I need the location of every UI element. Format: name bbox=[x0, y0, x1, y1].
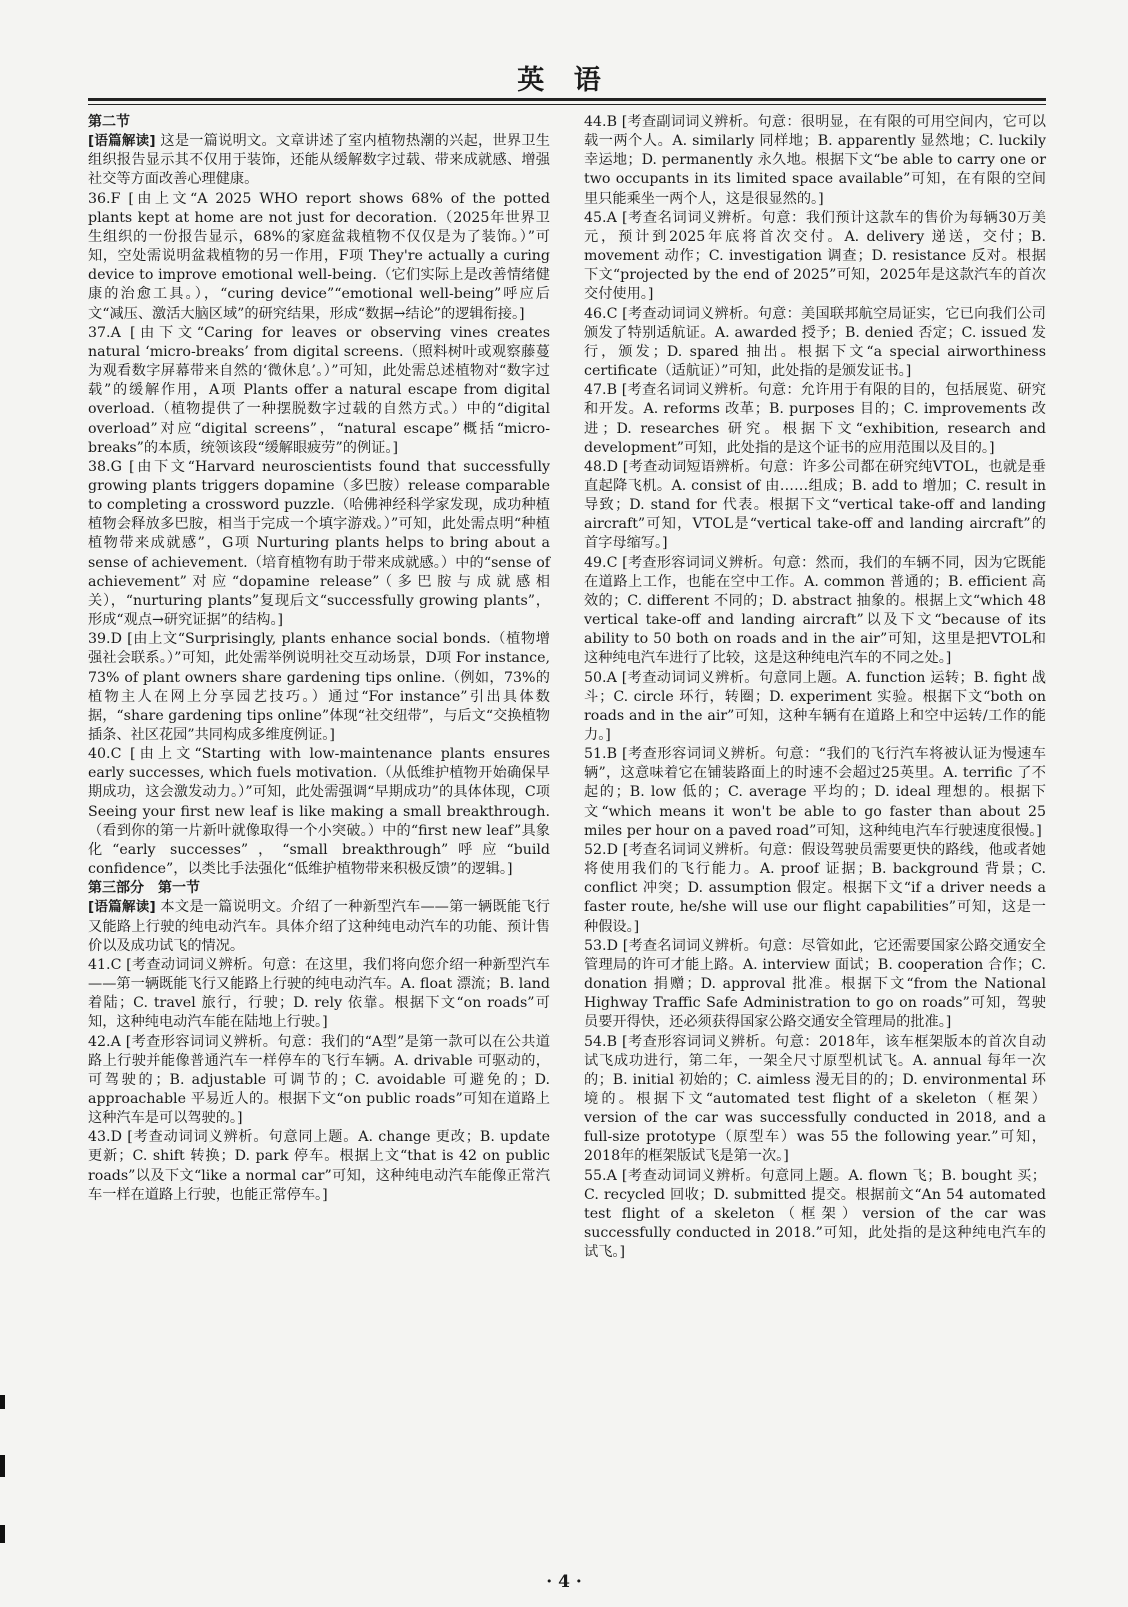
header-rule-thin bbox=[88, 104, 1046, 105]
answer-item bbox=[88, 324, 550, 458]
answer-item bbox=[584, 113, 1046, 209]
item-number: 45.A bbox=[584, 209, 617, 226]
answer-item bbox=[88, 745, 550, 879]
item-number: 48.D bbox=[584, 458, 618, 475]
item-number: 50.A bbox=[584, 669, 617, 686]
item-number: 42.A bbox=[88, 1033, 121, 1050]
section-heading: 第二节 bbox=[88, 114, 130, 130]
header-rule bbox=[88, 98, 1046, 101]
item-number: 52.D bbox=[584, 841, 618, 858]
scan-edge-mark bbox=[0, 1395, 5, 1409]
item-number: 55.A bbox=[584, 1167, 617, 1184]
answer-item bbox=[88, 458, 550, 630]
item-text: [考查名词词义辨析。句意：假设驾驶员需要更快的路线，他或者她将使用我们的飞行能力。A. proof 证据；B. background 背景；C. conflict 冲突；D. assumption 假定。根据下文“if a driver needs a faster route, he/she will use our flight capabilities”可知，这是一种假设。] bbox=[584, 841, 1046, 935]
item-text: [考查形容词词义辨析。句意：“我们的飞行汽车将被认证为慢速车辆”，这意味着它在铺装路面上的时速不会超过25英里。A. terrific 了不起的；B. low 低的；C. average 平均的；D. ideal 理想的。根据下文“which means it won't be able to go faster than about 25 miles per hour on a paved road”可知，这种纯电汽车行驶速度很慢。] bbox=[584, 746, 1046, 839]
item-number: 41.C bbox=[88, 956, 122, 973]
item-text: [考查形容词词义辨析。句意：然而，我们的车辆不同，因为它既能在道路上工作，也能在空中工作。A. common 普通的；B. efficient 高效的；C. different 不同的；D. abstract 抽象的。根据上文“which 48 vertical take-off and landing aircraft”以及下文“because of its ability to 50 both on roads and in the air”可知，这里是把VTOL和这种纯电汽车进行了比较，这是这种纯电汽车的不同之处。] bbox=[584, 554, 1046, 667]
item-text: [由上文“Starting with low-maintenance plants ensures early successes, which fuels motivation.（从低维护植物开始确保早期成功，这会激发动力。）”可知，此处需强调“早期成功”的具体体现，C项 Seeing your first new leaf is like making a small breakthrough.（看到你的第一片新叶就像取得一个小突破。）中的“first new leaf”具象化“early successes”，“small breakthrough”呼应“build confidence”，以类比手法强化“低维护植物带来积极反馈”的逻辑。] bbox=[88, 746, 550, 878]
item-number: 53.D bbox=[584, 937, 618, 954]
scan-edge-mark bbox=[0, 1525, 5, 1543]
item-number: 54.B bbox=[584, 1033, 617, 1050]
intro-text: 这是一篇说明文。文章讲述了室内植物热潮的兴起，世界卫生组织报告显示其不仅用于装饰，还能从缓解数字过载、带来成就感、增强社交等方面改善心理健康。 bbox=[88, 133, 550, 188]
item-text: [由下文“Harvard neuroscientists found that successfully growing plants triggers dopamine（多巴胺）release comparable to completing a crossword puzzle.（哈佛神经科学家发现，成功种植植物会释放多巴胺，相当于完成一个填字游戏。）”可知，此处需点明“种植植物带来成就感”，G项 Nurturing plants helps to bring about a sense of achievement.（培育植物有助于带来成就感。）中的“sense of achievement”对应“dopamine release”（多巴胺与成就感相关），“nurturing plants”复现后文“successfully growing plants”，形成“观点→研究证据”的结构。] bbox=[88, 458, 551, 629]
item-number: 43.D bbox=[88, 1129, 122, 1146]
item-number: 39.D bbox=[88, 631, 122, 648]
answer-item bbox=[88, 630, 550, 745]
answer-item bbox=[584, 381, 1046, 458]
item-text: [考查动词词义辨析。句意：美国联邦航空局证实，它已向我们公司颁发了特别适航证。A. awarded 授予；B. denied 否定；C. issued 发行，颁发；D. spared 抽出。根据下文“a special airworthiness certificate（适航证）”可知，此处指的是颁发证书。] bbox=[584, 305, 1046, 380]
item-text: [由上文“Surprisingly, plants enhance social bonds.（植物增强社会联系。）”可知，此处需举例说明社交互动场景，D项 For instance, 73% of plant owners share gardening tips online.（例如，73%的植物主人在网上分享园艺技巧。）通过“For instance”引出具体数据，“share gardening tips online”体现“社交纽带”，与后文“交换植物插条、社区花园”共同构成多维度例证。] bbox=[88, 631, 550, 743]
intro-tag: [语篇解读] bbox=[88, 133, 156, 150]
left-column bbox=[88, 113, 550, 1205]
answer-item bbox=[584, 937, 1046, 1033]
page-title: 英 语 bbox=[517, 65, 611, 96]
answer-item bbox=[584, 841, 1046, 937]
item-text: [考查动词词义辨析。句意：在这里，我们将向您介绍一种新型汽车——第一辆既能飞行又能路上行驶的纯电动汽车。A. float 漂流；B. land 着陆；C. travel 旅行，行驶；D. rely 依靠。根据下文“on roads”可知，这种纯电动汽车能在陆地上行驶。] bbox=[88, 956, 550, 1031]
item-text: [考查动词词义辨析。句意同上题。A. change 更改；B. update 更新；C. shift 转换；D. park 停车。根据上文“that is 42 on public roads”以及下文“like a normal car”可知，这种纯电动汽车能像正常汽车一样在道路上行驶，也能正常停车。] bbox=[88, 1129, 550, 1203]
passage-intro bbox=[88, 898, 550, 955]
item-text: [考查形容词词义辨析。句意：我们的“A型”是第一款可以在公共道路上行驶并能像普通汽车一样停车的飞行车辆。A. drivable 可驱动的，可驾驶的；B. adjustable 可调节的；C. avoidable 可避免的；D. approachable 平易近人的。根据下文“on public roads”可知在道路上这种汽车是可以驾驶的。] bbox=[88, 1033, 550, 1127]
item-number: 51.B bbox=[584, 746, 617, 763]
answer-item bbox=[584, 209, 1046, 305]
passage-intro bbox=[88, 132, 550, 189]
item-number: 40.C bbox=[88, 746, 122, 763]
answer-item bbox=[88, 956, 550, 1033]
item-number: 46.C bbox=[584, 305, 618, 322]
item-number: 49.C bbox=[584, 554, 618, 571]
item-text: [考查名词词义辨析。句意：我们预计这款车的售价为每辆30万美元，预计到2025年底将首次交付。A. delivery 递送，交付；B. movement 动作；C. investigation 调查；D. resistance 反对。根据下文“projected by the end of 2025”可知，2025年是这款汽车的首次交付使用。] bbox=[584, 209, 1047, 303]
item-number: 38.G bbox=[88, 458, 122, 475]
item-text: [由上文“A 2025 WHO report shows 68% of the potted plants kept at home are not just for decoration.（2025年世界卫生组织的一份报告显示，68%的家庭盆栽植物不仅仅是为了装饰。）”可知，空处需说明盆栽植物的另一作用，F项 They're actually a curing device to improve emotional well-being.（它们实际上是改善情绪健康的治愈工具。），“curing device”“emotional well-being”呼应后文“减压、激活大脑区域”的研究结果，形成“数据→结论”的逻辑衔接。] bbox=[88, 190, 551, 322]
item-text: [考查名词词义辨析。句意：允许用于有限的目的，包括展览、研究和开发。A. reforms 改革；B. purposes 目的；C. improvements 改进；D. researches 研究。根据下文“exhibition, research and development”可知，此处指的是这个证书的应用范围以及目的。] bbox=[584, 382, 1046, 456]
answer-item bbox=[584, 1033, 1046, 1167]
answer-item bbox=[584, 1167, 1046, 1263]
intro-text: 本文是一篇说明文。介绍了一种新型汽车——第一辆既能飞行又能路上行驶的纯电动汽车。具体介绍了这种纯电动汽车的功能、预计售价以及成功试飞的情况。 bbox=[88, 899, 550, 954]
answer-item bbox=[88, 1128, 550, 1205]
intro-tag: [语篇解读] bbox=[88, 899, 156, 916]
answer-item bbox=[584, 305, 1046, 382]
answer-item bbox=[584, 669, 1046, 746]
item-text: [考查动词短语辨析。句意：许多公司都在研究纯VTOL，也就是垂直起降飞机。A. consist of 由……组成；B. add to 增加；C. result in 导致；D. stand for 代表。根据下文“vertical take-off and landing aircraft”可知，VTOL是“vertical take-off and landing aircraft”的首字母缩写。] bbox=[584, 458, 1046, 552]
scan-edge-mark bbox=[0, 1455, 5, 1477]
item-number: 36.F bbox=[88, 190, 121, 207]
item-text: [考查名词词义辨析。句意：尽管如此，它还需要国家公路交通安全管理局的许可才能上路。A. interview 面试；B. cooperation 合作；C. donation 捐赠；D. approval 批准。根据下文“from the National Highway Traffic Safe Administration to go on roads”可知，驾驶员要开得快，还必须获得国家公路交通安全管理局的批准。] bbox=[584, 937, 1046, 1031]
answer-item bbox=[88, 190, 550, 324]
page-number: · 4 · bbox=[546, 1572, 582, 1592]
answer-item bbox=[584, 745, 1046, 841]
item-text: [由下文“Caring for leaves or observing vines creates natural ‘micro-breaks’ from digital screens.（照料树叶或观察藤蔓为观看数字屏幕带来自然的‘微休息’。）”可知，此处需总述植物对“数字过载”的缓解作用，A项 Plants offer a natural escape from digital overload.（植物提供了一种摆脱数字过载的自然方式。）中的“digital overload”对应“digital screens”，“natural escape”概括“micro-breaks”的本质，统领该段“缓解眼疲劳”的例证。] bbox=[88, 324, 550, 456]
answer-item bbox=[584, 554, 1046, 669]
item-text: [考查形容词词义辨析。句意：2018年，该车框架版本的首次自动试飞成功进行，第二年，一架全尺寸原型机试飞。A. annual 每年一次的；B. initial 初始的；C. aimless 漫无目的的；D. environmental 环境的。根据下文“automated test flight of a skeleton（框架）version of the car was successfully conducted in 2018, and a full-size prototype（原型车）was 55 the following year.”可知，2018年的框架版试飞是第一次。] bbox=[584, 1033, 1046, 1165]
answer-item bbox=[88, 1033, 550, 1129]
item-number: 47.B bbox=[584, 382, 617, 399]
right-column bbox=[584, 113, 1046, 1262]
item-text: [考查副词词义辨析。句意：很明显，在有限的可用空间内，它可以载一两个人。A. similarly 同样地；B. apparently 显然地；C. luckily 幸运地；D. permanently 永久地。根据下文“be able to carry one or two occupants in its limited space available”可知，在有限的空间里只能乘坐一两个人，这是很显然的。] bbox=[584, 114, 1046, 207]
item-number: 44.B bbox=[584, 114, 617, 130]
item-number: 37.A bbox=[88, 324, 121, 341]
section-heading: 第三部分 第一节 bbox=[88, 880, 200, 897]
item-text: [考查动词词义辨析。句意同上题。A. flown 飞；B. bought 买；C. recycled 回收；D. submitted 提交。根据前文“An 54 automated test flight of a skeleton（框架）version of the car was successfully conducted in 2018.”可知，此处指的是这种纯电汽车的试飞。] bbox=[584, 1167, 1046, 1261]
answer-item bbox=[584, 458, 1046, 554]
item-text: [考查动词词义辨析。句意同上题。A. function 运转；B. fight 战斗；C. circle 环行，转圈；D. experiment 实验。根据下文“both on roads and in the air”可知，这种车辆有在道路上和空中运转/工作的能力。] bbox=[584, 669, 1046, 743]
